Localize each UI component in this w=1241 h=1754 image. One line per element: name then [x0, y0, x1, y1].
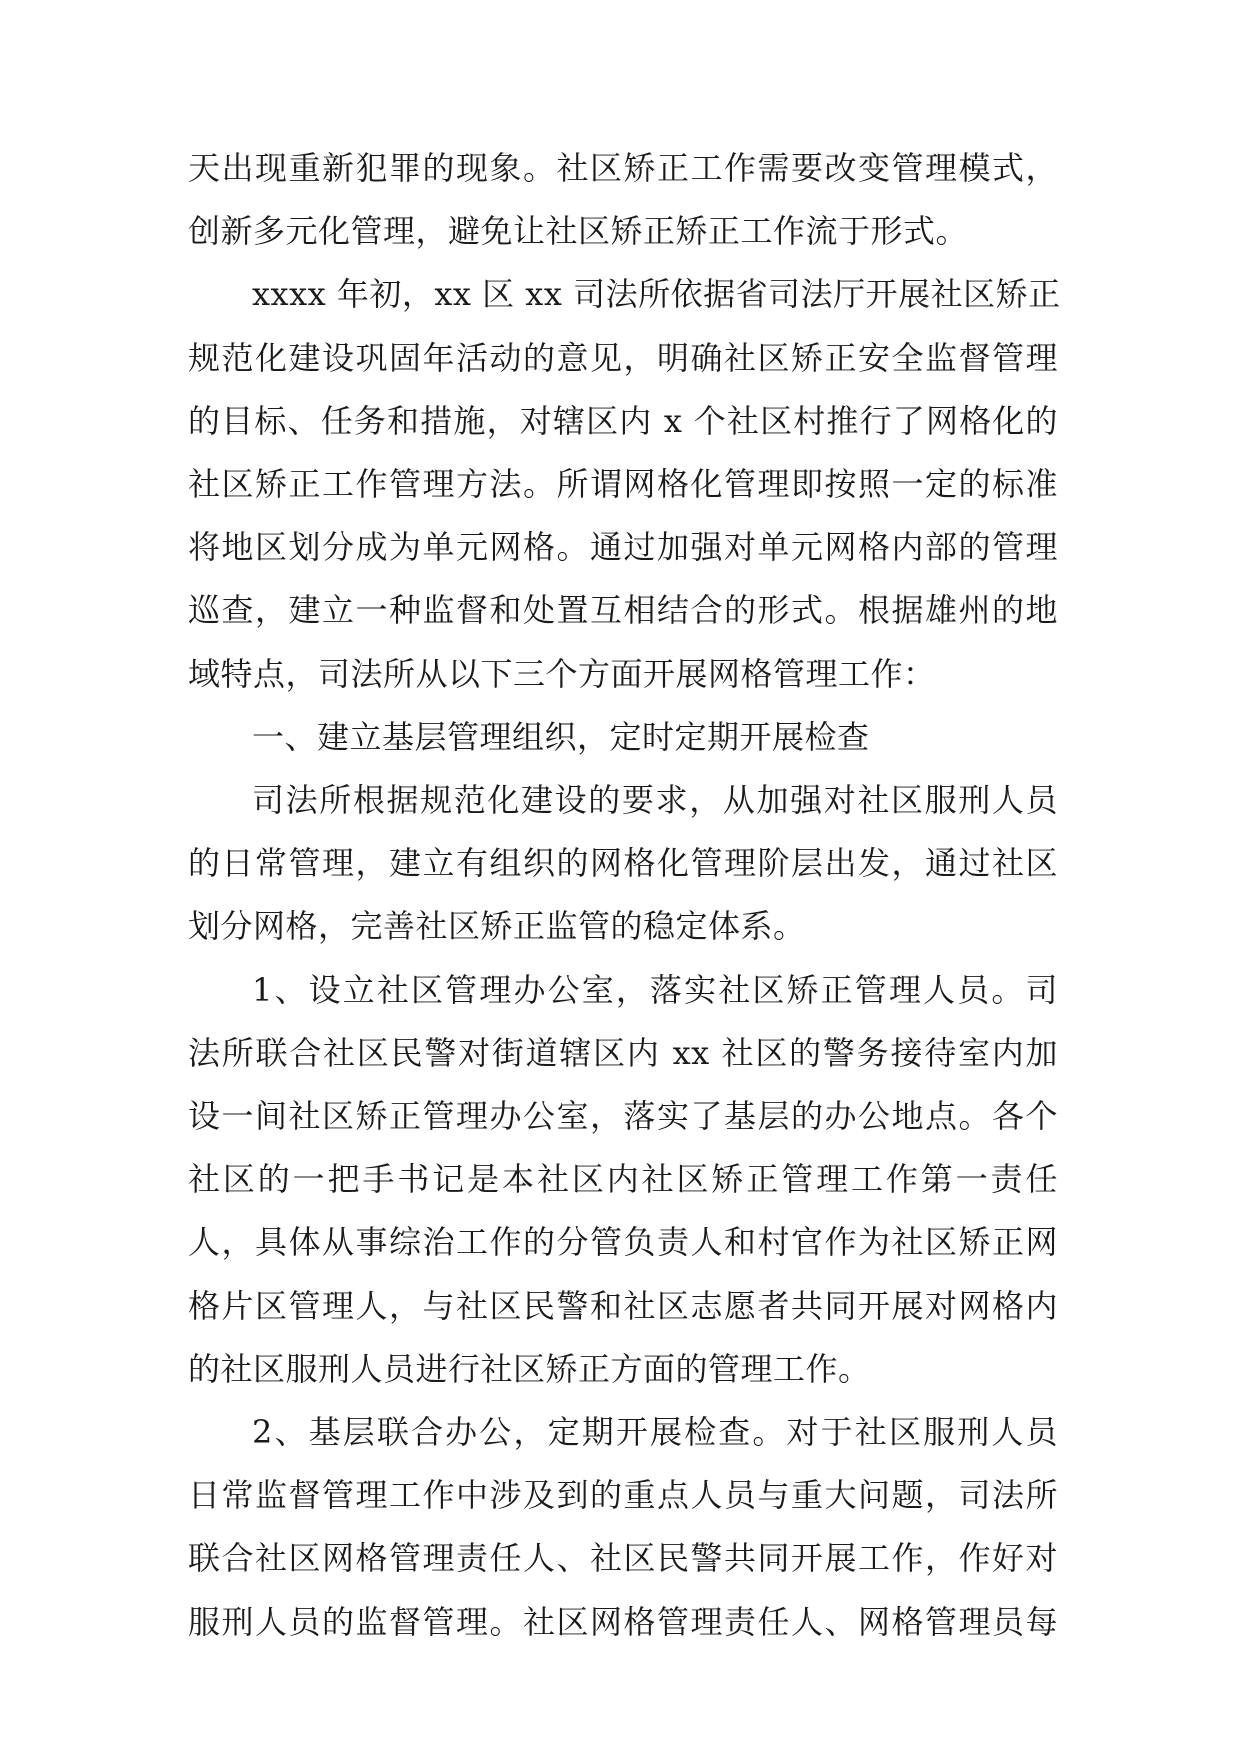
- text-line: 一、建立基层管理组织，定时定期开展检查: [252, 717, 870, 756]
- text-line: 日常监督管理工作中涉及到的重点人员与重大问题，司法所: [188, 1476, 1058, 1515]
- text-line: 设一间社区矫正管理办公室，落实了基层的办公地点。各个: [188, 1097, 1058, 1135]
- text-line: 规范化建设巩固年活动的意见，明确社区矫正安全监督管理: [188, 338, 1058, 377]
- text-line: xxxx 年初，xx 区 xx 司法所依据省司法厅开展社区矫正: [252, 275, 1061, 314]
- text-line: 服刑人员的监督管理。社区网格管理责任人、网格管理员每: [188, 1602, 1058, 1641]
- text-line: 法所联合社区民警对街道辖区内 xx 社区的警务接待室内加: [188, 1033, 1058, 1072]
- text-line: 1、设立社区管理办公室，落实社区矫正管理人员。司: [252, 970, 1058, 1009]
- text-line: 域特点，司法所从以下三个方面开展网格管理工作：: [188, 654, 936, 693]
- text-line: 的日常管理，建立有组织的网格化管理阶层出发，通过社区: [188, 844, 1058, 883]
- text-line: 司法所根据规范化建设的要求，从加强对社区服刑人员: [252, 781, 1058, 819]
- text-line: 巡查，建立一种监督和处置互相结合的形式。根据雄州的地: [188, 591, 1058, 630]
- text-line: 的目标、任务和措施，对辖区内 x 个社区村推行了网格化的: [188, 401, 1058, 440]
- text-line: 社区的一把手书记是本社区内社区矫正管理工作第一责任: [188, 1160, 1058, 1199]
- text-line: 将地区划分成为单元网格。通过加强对单元网格内部的管理: [188, 528, 1058, 567]
- text-line: 创新多元化管理，避免让社区矫正矫正工作流于形式。: [188, 212, 969, 251]
- text-line: 社区矫正工作管理方法。所谓网格化管理即按照一定的标准: [188, 465, 1058, 503]
- text-line: 划分网格，完善社区矫正监管的稳定体系。: [188, 907, 806, 946]
- text-line: 人，具体从事综治工作的分管负责人和村官作为社区矫正网: [188, 1223, 1058, 1262]
- text-line: 格片区管理人，与社区民警和社区志愿者共同开展对网格内: [188, 1286, 1058, 1325]
- text-line: 联合社区网格管理责任人、社区民警共同开展工作，作好对: [188, 1539, 1058, 1578]
- text-line: 天出现重新犯罪的现象。社区矫正工作需要改变管理模式，: [188, 149, 1058, 187]
- text-line: 的社区服刑人员进行社区矫正方面的管理工作。: [188, 1349, 871, 1388]
- text-line: 2、基层联合办公，定期开展检查。对于社区服刑人员: [252, 1413, 1058, 1451]
